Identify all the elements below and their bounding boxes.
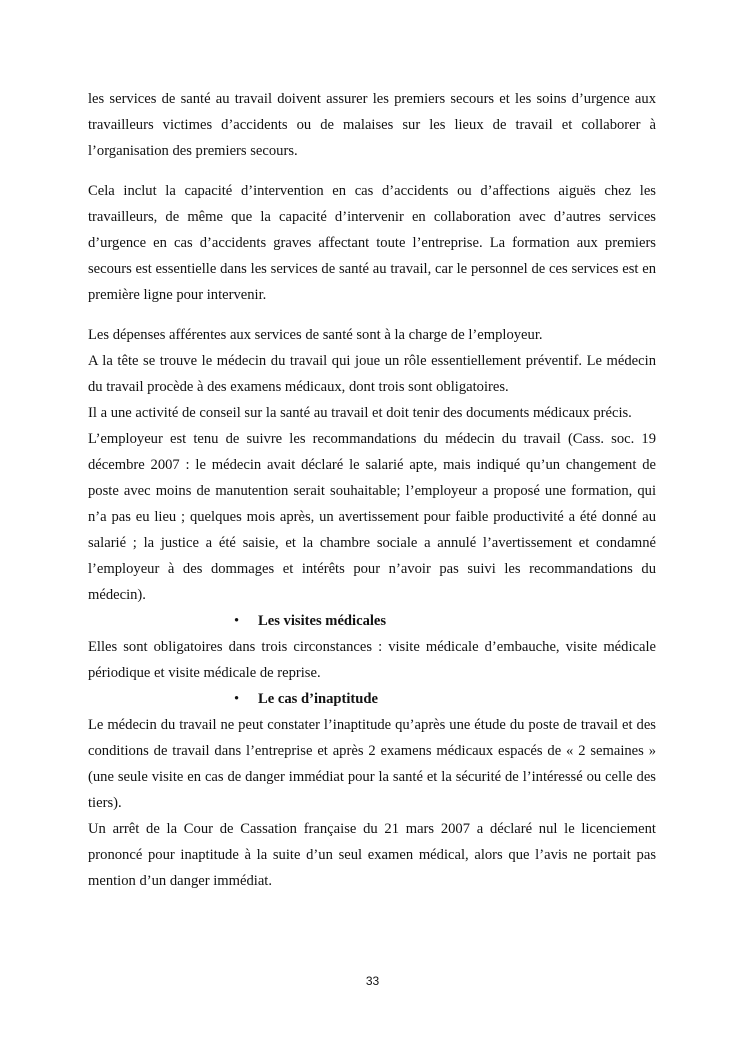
paragraph-first-aid: les services de santé au travail doivent assurer les premiers secours et les soins d’urgence aux travailleurs victimes d’accidents ou de malaises sur les lieux de travail et collaborer à l’organisation des premiers secours. xyxy=(88,91,656,159)
bullet-icon: • xyxy=(234,613,240,629)
paragraph-occupational-doctor: A la tête se trouve le médecin du travail qui joue un rôle essentiellement préventif. Le médecin du travail procède à des examens médicaux, dont trois sont obligatoires. xyxy=(88,353,656,395)
paragraph-expenses: Les dépenses afférentes aux services de santé sont à la charge de l’employeur. xyxy=(88,327,543,343)
paragraph-inaptitude-conditions: Le médecin du travail ne peut constater l’inaptitude qu’après une étude du poste de travail et des conditions de travail dans l’entreprise et après 2 examens médicaux espacés de « 2 semaines » (une seule visite en cas de danger immédiat pour la santé et la sécurité de l’intéressé ou celle des tiers). xyxy=(88,717,656,811)
paragraph-employer-obligation: L’employeur est tenu de suivre les recommandations du médecin du travail (Cass. soc. 19 décembre 2007 : le médecin avait déclaré le salarié apte, mais indiqué qu’un changement de poste avec moins de manutention serait souhaitable; l’employeur a proposé une formation, qui n’a pas eu lieu ; quelques mois après, un avertissement pour faible productivité a été donné au salarié ; la justice a été saisie, et la chambre sociale a annulé l’avertissement et condamné l’employeur à des dommages et intérêts pour n’avoir pas suivi les recommandations du médecin). xyxy=(88,431,656,603)
bullet-icon: • xyxy=(234,691,240,707)
paragraph-cassation-ruling: Un arrêt de la Cour de Cassation française du 21 mars 2007 a déclaré nul le licenciement prononcé pour inaptitude à la suite d’un seul examen médical, alors que l’avis ne portait pas mention d’un danger immédiat. xyxy=(88,821,656,889)
heading-text: Les visites médicales xyxy=(258,613,387,629)
document-page xyxy=(88,86,656,894)
paragraph-advisory-activity: Il a une activité de conseil sur la santé au travail et doit tenir des documents médicaux précis. xyxy=(88,405,632,421)
heading-text: Le cas d’inaptitude xyxy=(258,691,379,707)
paragraph-visites: Elles sont obligatoires dans trois circonstances : visite médicale d’embauche, visite médicale périodique et visite médicale de reprise. xyxy=(88,639,656,681)
page-number: 33 xyxy=(365,974,380,988)
heading-visites-medicales xyxy=(88,608,656,634)
paragraph-intervention-capacity: Cela inclut la capacité d’intervention en cas d’accidents ou d’affections aiguës chez les travailleurs, de même que la capacité d’intervenir en collaboration avec d’autres services d’urgence en cas d’accidents graves affectant toute l’entreprise. La formation aux premiers secours est essentielle dans les services de santé au travail, car le personnel de ces services est en première ligne pour intervenir. xyxy=(88,183,656,303)
heading-cas-inaptitude xyxy=(88,686,656,712)
